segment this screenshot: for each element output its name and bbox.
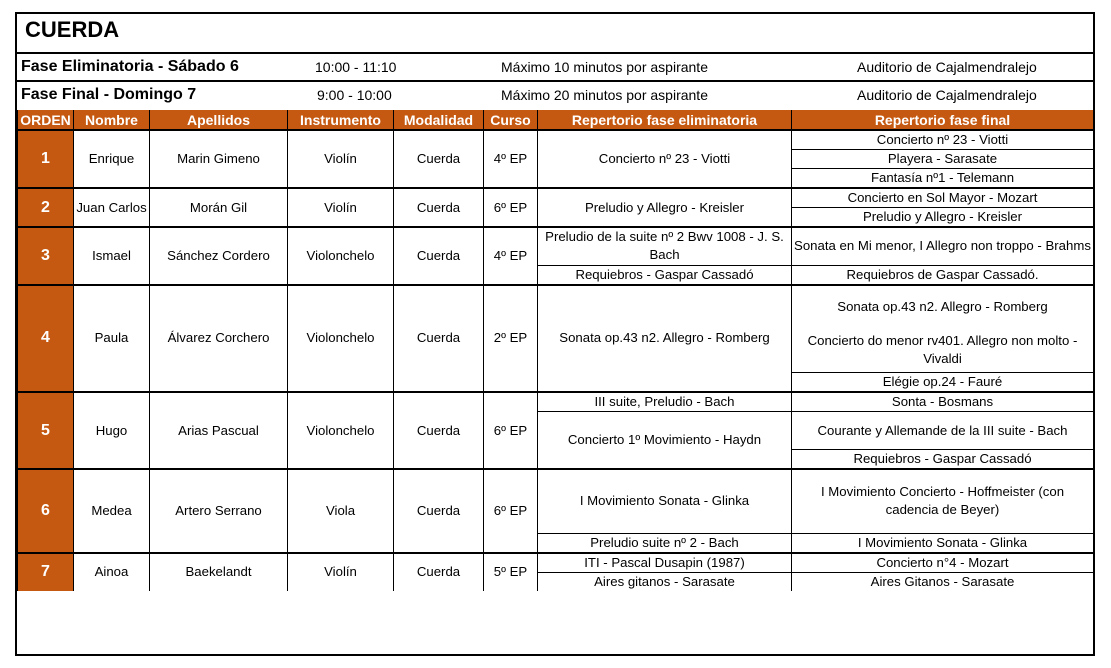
final-cell: Courante y Allemande de la III suite - Bach — [792, 412, 1094, 450]
final-cell: Concierto en Sol Mayor - Mozart — [792, 188, 1094, 208]
session-final-note: Máximo 20 minutos por aspirante — [501, 87, 708, 103]
table-row — [18, 285, 1094, 329]
instrumento-cell: Violín — [288, 130, 394, 188]
modalidad-cell: Cuerda — [394, 285, 484, 393]
final-cell: Concierto do menor rv401. Allegro non molto - Vivaldi — [792, 329, 1094, 373]
schedule-sheet — [15, 12, 1095, 656]
final-cell: Playera - Sarasate — [792, 150, 1094, 169]
nombre-cell: Medea — [74, 469, 150, 553]
elim-cell: I Movimiento Sonata - Glinka — [538, 469, 792, 533]
table-row — [18, 469, 1094, 533]
apellidos-cell: Morán Gil — [150, 188, 288, 227]
instrumento-cell: Violonchelo — [288, 285, 394, 393]
elim-cell: Concierto 1º Movimiento - Haydn — [538, 412, 792, 470]
section-title: CUERDA — [25, 17, 120, 42]
col-header-final: Repertorio fase final — [792, 110, 1094, 130]
nombre-cell: Hugo — [74, 392, 150, 469]
session-elim-place: Auditorio de Cajalmendralejo — [857, 59, 1037, 75]
table-header-row — [18, 110, 1094, 130]
elim-cell: Preludio de la suite nº 2 Bwv 1008 - J. S. Bach — [538, 227, 792, 265]
session-final-time: 9:00 - 10:00 — [317, 87, 392, 103]
col-header-orden: ORDEN — [18, 110, 74, 130]
orden-cell: 5 — [18, 392, 74, 469]
instrumento-cell: Violonchelo — [288, 392, 394, 469]
session-elim-label: Fase Eliminatoria - Sábado 6 — [21, 58, 239, 75]
orden-cell: 2 — [18, 188, 74, 227]
final-cell: Requiebros de Gaspar Cassadó. — [792, 265, 1094, 285]
orden-cell: 7 — [18, 553, 74, 592]
final-cell: Sonta - Bosmans — [792, 392, 1094, 412]
col-header-elim: Repertorio fase eliminatoria — [538, 110, 792, 130]
table-row — [18, 188, 1094, 208]
elim-cell: Sonata op.43 n2. Allegro - Romberg — [538, 285, 792, 393]
curso-cell: 6º EP — [484, 392, 538, 469]
final-cell: Fantasía nº1 - Telemann — [792, 169, 1094, 189]
apellidos-cell: Arias Pascual — [150, 392, 288, 469]
modalidad-cell: Cuerda — [394, 227, 484, 285]
nombre-cell: Paula — [74, 285, 150, 393]
curso-cell: 4º EP — [484, 227, 538, 285]
apellidos-cell: Sánchez Cordero — [150, 227, 288, 285]
final-cell: I Movimiento Concierto - Hoffmeister (con cadencia de Beyer) — [792, 469, 1094, 533]
col-header-instrumento: Instrumento — [288, 110, 394, 130]
modalidad-cell: Cuerda — [394, 130, 484, 188]
orden-cell: 4 — [18, 285, 74, 393]
curso-cell: 2º EP — [484, 285, 538, 393]
modalidad-cell: Cuerda — [394, 469, 484, 553]
curso-cell: 6º EP — [484, 188, 538, 227]
elim-cell: Requiebros - Gaspar Cassadó — [538, 265, 792, 285]
nombre-cell: Juan Carlos — [74, 188, 150, 227]
elim-cell: ITI - Pascal Dusapin (1987) — [538, 553, 792, 573]
instrumento-cell: Violonchelo — [288, 227, 394, 285]
curso-cell: 4º EP — [484, 130, 538, 188]
final-cell: Aires Gitanos - Sarasate — [792, 572, 1094, 591]
final-cell: Sonata op.43 n2. Allegro - Romberg — [792, 285, 1094, 329]
candidates-table — [17, 110, 1094, 591]
final-cell: Concierto n°4 - Mozart — [792, 553, 1094, 573]
nombre-cell: Ainoa — [74, 553, 150, 592]
final-cell: Requiebros - Gaspar Cassadó — [792, 450, 1094, 470]
modalidad-cell: Cuerda — [394, 392, 484, 469]
final-cell: Concierto nº 23 - Viotti — [792, 130, 1094, 150]
orden-cell: 3 — [18, 227, 74, 285]
session-final-place: Auditorio de Cajalmendralejo — [857, 87, 1037, 103]
apellidos-cell: Artero Serrano — [150, 469, 288, 553]
final-cell: Sonata en Mi menor, I Allegro non troppo - Brahms — [792, 227, 1094, 265]
table-row — [18, 553, 1094, 573]
table-row — [18, 130, 1094, 150]
final-cell: Elégie op.24 - Fauré — [792, 373, 1094, 393]
curso-cell: 6º EP — [484, 469, 538, 553]
final-cell: Preludio y Allegro - Kreisler — [792, 208, 1094, 228]
final-cell: I Movimiento Sonata - Glinka — [792, 533, 1094, 553]
instrumento-cell: Violín — [288, 553, 394, 592]
modalidad-cell: Cuerda — [394, 553, 484, 592]
elim-cell: Preludio y Allegro - Kreisler — [538, 188, 792, 227]
nombre-cell: Enrique — [74, 130, 150, 188]
apellidos-cell: Álvarez Corchero — [150, 285, 288, 393]
apellidos-cell: Baekelandt — [150, 553, 288, 592]
orden-cell: 1 — [18, 130, 74, 188]
session-elim-note: Máximo 10 minutos por aspirante — [501, 59, 708, 75]
col-header-curso: Curso — [484, 110, 538, 130]
elim-cell: III suite, Preludio - Bach — [538, 392, 792, 412]
table-row — [18, 392, 1094, 412]
instrumento-cell: Viola — [288, 469, 394, 553]
instrumento-cell: Violín — [288, 188, 394, 227]
curso-cell: 5º EP — [484, 553, 538, 592]
orden-cell: 6 — [18, 469, 74, 553]
elim-cell: Preludio suite nº 2 - Bach — [538, 533, 792, 553]
nombre-cell: Ismael — [74, 227, 150, 285]
session-final-label: Fase Final - Domingo 7 — [21, 86, 197, 103]
session-elim-time: 10:00 - 11:10 — [315, 59, 397, 75]
elim-cell: Aires gitanos - Sarasate — [538, 572, 792, 591]
col-header-modalidad: Modalidad — [394, 110, 484, 130]
table-row — [18, 227, 1094, 265]
col-header-nombre: Nombre — [74, 110, 150, 130]
modalidad-cell: Cuerda — [394, 188, 484, 227]
col-header-apellidos: Apellidos — [150, 110, 288, 130]
apellidos-cell: Marin Gimeno — [150, 130, 288, 188]
elim-cell: Concierto nº 23 - Viotti — [538, 130, 792, 188]
